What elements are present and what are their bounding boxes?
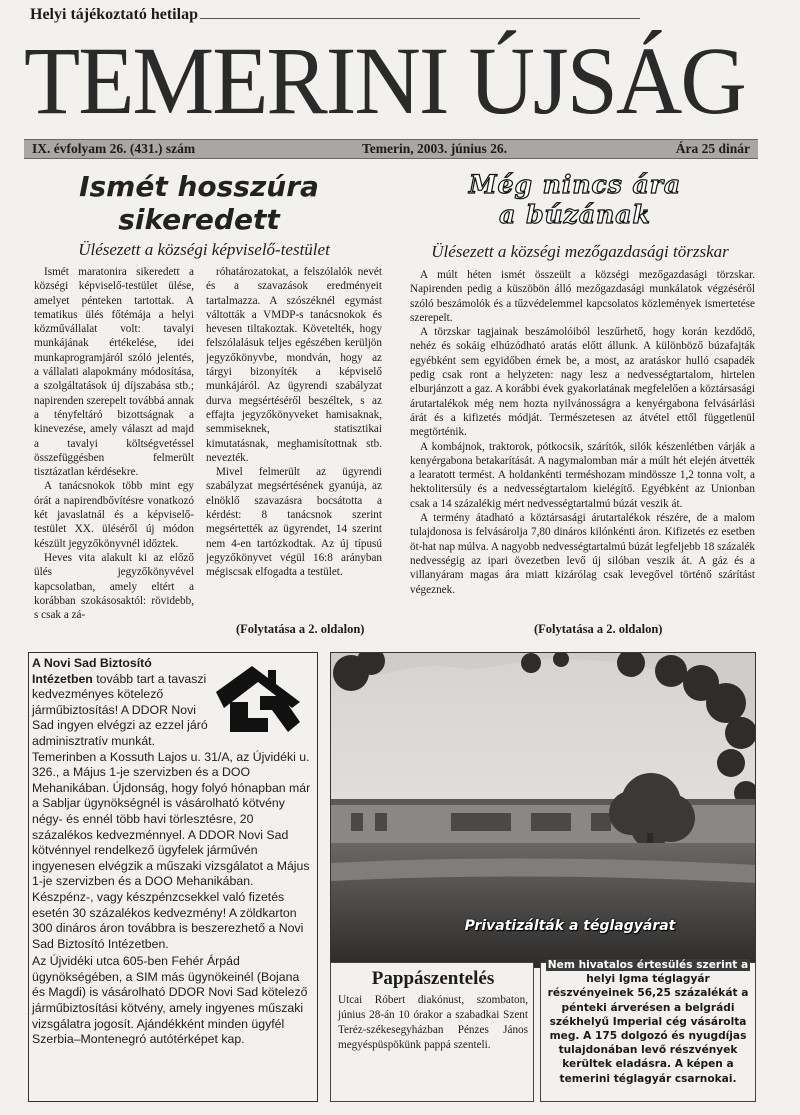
photo-caption: Privatizálták a téglagyárat: [464, 918, 676, 934]
issue-info-bar: [24, 139, 758, 159]
headline-wheat: [400, 170, 750, 230]
council-column-2: [206, 265, 382, 625]
ordination-notice-text: Utcai Róbert diakónust, szombaton, június 28-án 10 órakor a szabadkai Szent Teréz-székesegyházban Pénzes János megyéspüspökünk pappá szenteli.: [338, 994, 528, 1051]
masthead-title: TEMERINI ÚJSÁG: [24, 27, 745, 135]
subhead-council: Ülésezett a községi képviselő-testület: [78, 240, 330, 259]
tagline-rule: [200, 18, 640, 19]
paragraph: A termény átadható a köztársasági árutartalékok részére, de a malom tulajdonosa is felvásárolja 7,80 dináros kilónkénti áron. Kifizetés ez esetben öt-hat nap múlva. A nagyobb nedvességtartalmú búzát legfeljebb 18 százalék nedvességig az ipari övezetben levő új silóban veszik át. A gáz és a villanyáram magas ára miatt kizárólag csak levegővel történő szárítást végeznek.: [410, 512, 755, 596]
continued-link-wheat: (Folytatása a 2. oldalon): [534, 622, 663, 636]
headline-council: [34, 170, 364, 236]
ad-lead: A Novi Sad Biztosító Intézetben: [32, 656, 152, 686]
council-column-1: [34, 265, 194, 637]
paragraph: Ismét maratonira sikeredett a községi képviselő-testület ülése, amelyet pénteken tartottak. A tematikus ülés főtémája a helyi közművállalat volt: tavalyi munkájának értékelése, idei munkaprogramjáról szóló jelentés, a vállalati alapokmány módosítása, a szolgáltatások új díjszabása stb.; napirenden szerepelt továbbá annak a tényfeltáró bizottságnak a kinevezése, amely választ ad majd a tavalyi költségvetéssel összefüggésben felmerült tisztázatlan kérdésekre.: [34, 266, 194, 479]
issue-price: Ára 25 dinár: [675, 141, 750, 156]
headline-wheat-line1: Még nincs ára: [468, 170, 682, 199]
paragraph: róhatározatokat, a felszólalók nevét és a szavazások eredményeit tartalmazza. A szószéknél egymást váltották a VMDP-s tanácsnokok és hevesen tiltakoztak. Követelték, hogy felszólalásuk teljes egészében kerüljön jegyzőkönyvbe, mondván, hogy az tárgyi bizonyíték a képviselő munkájáról. Az ügyrendi szabályzat durva megsértéséről beszéltek, s az effajta jegyzőkönyveket hamisaknak, semmiseknek, statisztikai kimutatásnak, meghamisítottnak stb. nevezték.: [206, 266, 382, 464]
masthead-tagline: Helyi tájékoztató hetilap: [30, 6, 198, 23]
issue-date: Temerin, 2003. június 26.: [362, 141, 508, 156]
ordination-notice-title: Pappászentelés: [371, 968, 495, 989]
paragraph: A tanácsnokok több mint egy órát a napirendbővítésre vonatkozó két javaslatnál és a képviselő-testület XX. üléséről új módon készült jegyzőkönyvnél időztek.: [34, 480, 194, 550]
paragraph: A törzskar tagjainak beszámolóiból leszűrhető, hogy korán kezdődő, nehéz és sokáig elhúzódható aratás előtt állunk. A különböző búzafajták egyébként sem egyidőben érnek be, a most, az aratáskor hulló csapadék pedig csak ront a helyzeten: nagy lesz a nedvességtartalom, hirtelen elburjánzott a gaz. A korábbi évek gyakorlatának megfelelően a köztársasági árutartalékok még nem hozta nyilvánosságra a kenyérgabona felvásárlási árát és a kifizetés módját. Természetesen az átvétel ettől függetlenül megtörténik.: [410, 326, 755, 439]
wheat-column: [410, 268, 755, 618]
paragraph: A múlt héten ismét összeült a községi mezőgazdasági törzskar. Napirenden pedig a küszöbön álló mezőgazdasági munkálatok végzéséről szóló beszámolók és a tűzvédelemmel kapcsolatos közlemények ismertetése szerepelt.: [410, 269, 755, 324]
paragraph: A kombájnok, traktorok, pótkocsik, szárítók, silók készenlétben várják a kenyérgabona betakarítását. A nagymalomban már a múlt hét elején átvették a learatott termést. A holdankénti terméshozam mindössze 1,2 tonna volt, a hektolitersúly és a nedvességtartalom kielégítő. Egyébként az Unionban csak a 14 százalékig mért nedvességtartalmú búzát veszik át.: [410, 440, 755, 510]
paragraph: Mivel felmerült az ügyrendi szabályzat megsértésének gyanúja, az elnöklő szavazásra bocsátotta a kérdést: 8 tanácsnok szerint megsértették az ügyrendet, 14 szerint nem 4-en tartózkodtak. Az új típusú jegyzőkönyvet végül 16:8 arányban mégiscsak elfogadta a testület.: [206, 466, 382, 579]
brick-notice-text: helyi Igma téglagyár részvényeinek 56,25 százalékát a pénteki árverésen a belgrádi székhelyű Imperial cég vásárolta meg. A 175 dolgozó és nyugdíjas tulajdonában levő részvények kerültek eladásra. A képen a temerini téglagyár csarnokai.: [547, 973, 749, 1085]
ad-body: tovább tart a tavaszi kedvezményes kötelező járműbiztosítás! A DDOR Novi Sad ingyen elvégzi az ezzel járó adminisztratív munkát. Temerinben a Kossuth Lajos u. 31/A, az Újvidéki u. 326., a Május 1-je szervizben és a DOO Mehanikában. Újdonság, hogy folyó hónapban már a Sabljar ügynökségnél is vásárolható kötvény négy- és ennél több havi törlesztésre, 20 százalékos kedvezménnyel. A DDOR Novi Sad kötvénnyel rendelkező ügyfelek járművén ingyenesen elvégzik a műszaki vizsgálatot a Május 1-je szervizben és a DOO Mehanikában. Készpénz-, vagy készpénzcsekkel való fizetés esetén 30 százalékos kedvezmény! A zöldkarton 300 dináros áron továbbra is beszerezhető a Novi Sad Biztosító Intézetben.: [32, 671, 311, 951]
issue-number: IX. évfolyam 26. (431.) szám: [32, 141, 196, 156]
headline-council-line2: sikeredett: [118, 203, 280, 236]
brick-factory-notice: [544, 958, 752, 1086]
brick-notice-highlight: Nem hivatalos értesülés szerint a: [547, 959, 749, 971]
paragraph: Heves vita alakult ki az előző ülés jegyzőkönyvével kapcsolatban, amely eltért a korábban szokásosaktól: rövidebb, s csak a zá-: [34, 551, 194, 622]
subhead-wheat: Ülésezett a községi mezőgazdasági törzskar: [431, 242, 729, 261]
ad-paragraph: Az Újvidéki utca 605-ben Fehér Árpád ügynökségében, a SIM más ügynökeinél (Bojana és Magdi) is vásárolható DDOR Novi Sad kötelező járműbiztosítási kötvény, amely ingyenes műszaki vizsgálatra jogosít. Ajándékként minden ügyfél Szerbia–Montenegró autótérképet kap.: [32, 954, 308, 1047]
headline-wheat-line2: a búzának: [499, 200, 651, 229]
continued-link-council: (Folytatása a 2. oldalon): [236, 622, 365, 636]
headline-council-line1: Ismét hosszúra: [79, 170, 319, 203]
ddor-logo-icon: [212, 662, 304, 738]
